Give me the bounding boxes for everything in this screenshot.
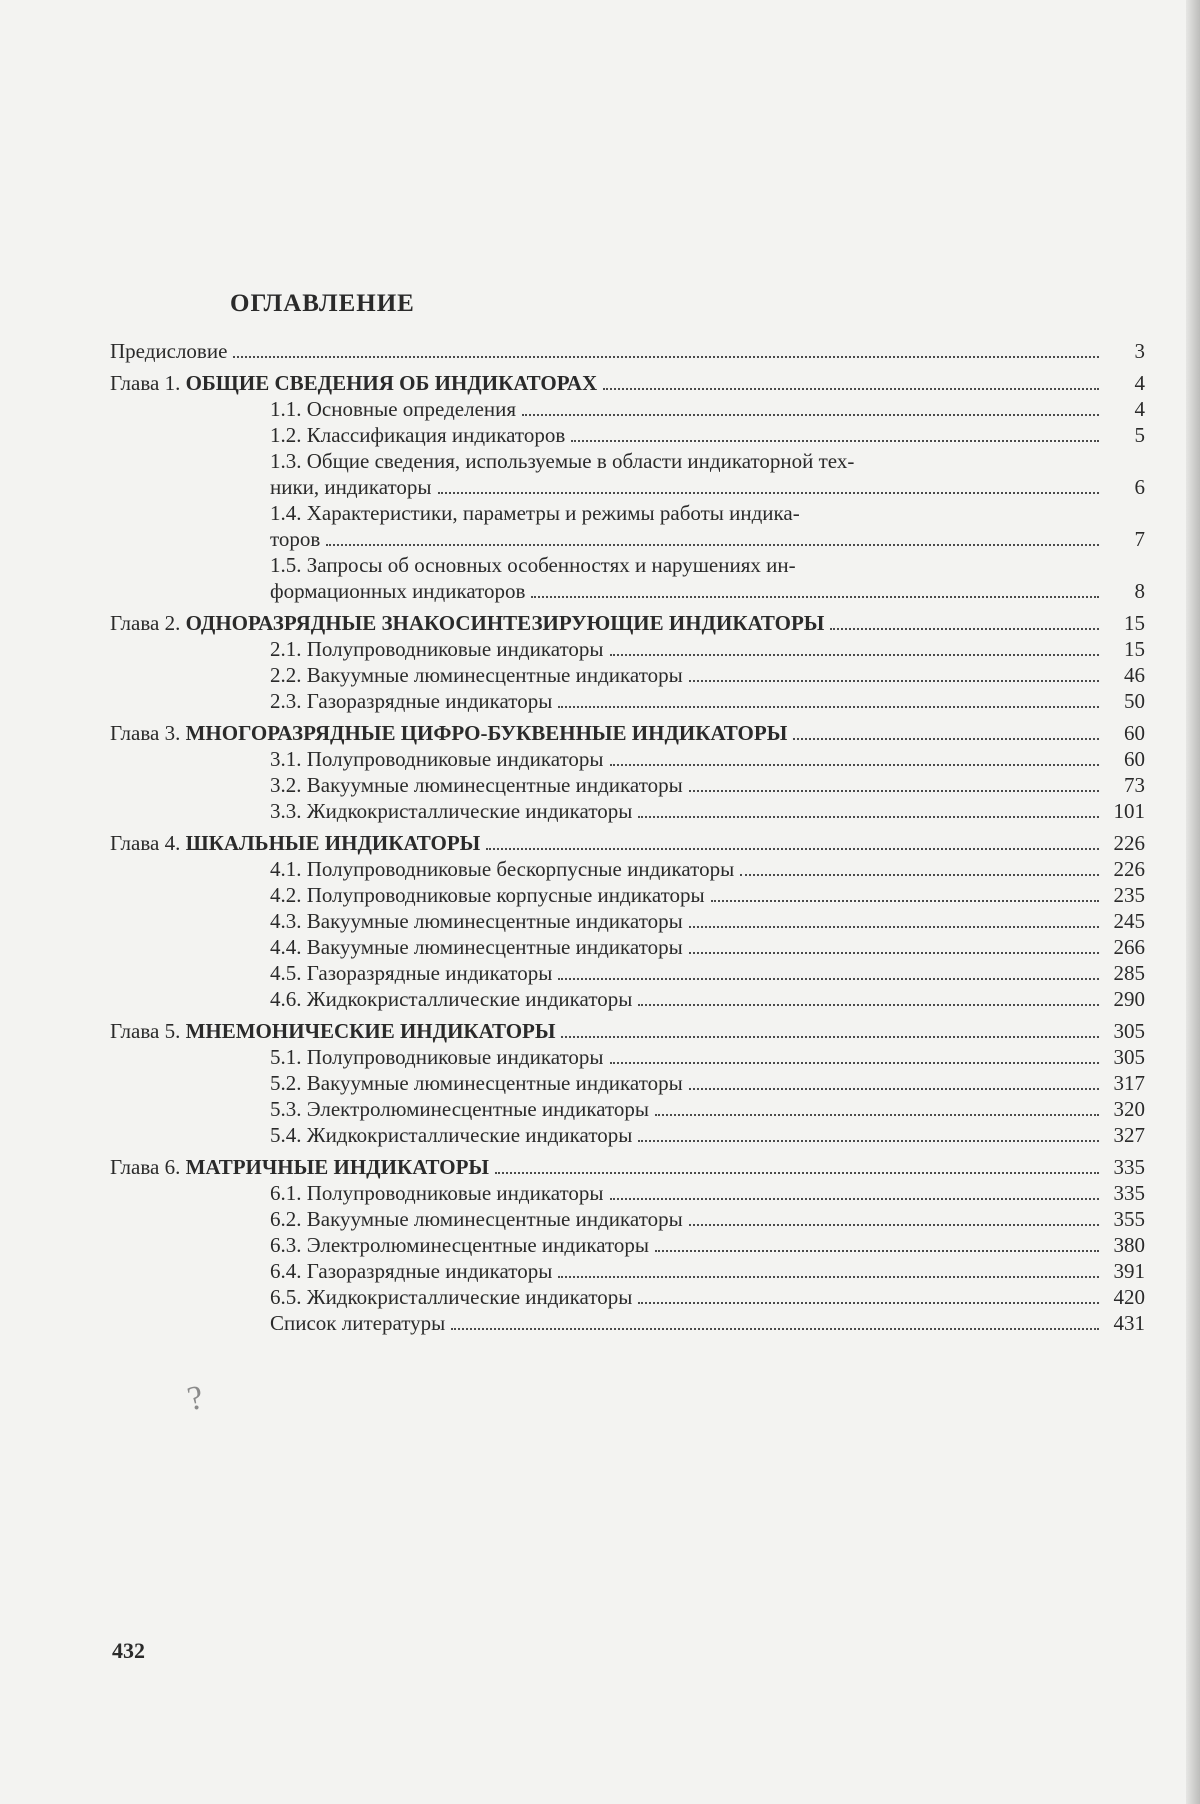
toc-section-label: ники, индикаторы bbox=[270, 475, 432, 499]
dot-leader bbox=[689, 926, 1099, 928]
toc-section bbox=[110, 1070, 1145, 1096]
toc-entry-page: 3 bbox=[1134, 339, 1145, 363]
pencil-mark: ? bbox=[184, 1378, 207, 1419]
dot-leader bbox=[233, 356, 1099, 358]
toc-chapter-prefix: Глава 1. bbox=[110, 371, 181, 395]
toc-section bbox=[110, 688, 1145, 714]
toc-chapter bbox=[110, 370, 1145, 396]
toc-section bbox=[110, 798, 1145, 824]
toc-section bbox=[110, 986, 1145, 1012]
toc-section-page: 245 bbox=[1113, 909, 1145, 933]
toc-chapter-title: МАТРИЧНЫЕ ИНДИКАТОРЫ bbox=[185, 1155, 490, 1179]
toc-section-label: 5.1. Полупроводниковые индикаторы bbox=[270, 1045, 604, 1069]
dot-leader bbox=[438, 492, 1100, 494]
dot-leader bbox=[830, 628, 1099, 630]
dot-leader bbox=[486, 848, 1099, 850]
toc-section-page: 317 bbox=[1113, 1071, 1145, 1095]
dot-leader bbox=[558, 1276, 1099, 1278]
toc-chapter-prefix: Глава 5. bbox=[110, 1019, 181, 1043]
toc-section-page: 8 bbox=[1134, 579, 1145, 603]
toc-section bbox=[110, 1122, 1145, 1148]
toc-section bbox=[110, 746, 1145, 772]
toc-section bbox=[110, 422, 1145, 448]
toc-section-label: 4.5. Газоразрядные индикаторы bbox=[270, 961, 553, 985]
toc-chapter-title: МНЕМОНИЧЕСКИЕ ИНДИКАТОРЫ bbox=[185, 1019, 556, 1043]
toc-section-label: 5.2. Вакуумные люминесцентные индикаторы bbox=[270, 1071, 683, 1095]
toc-section-label: 6.1. Полупроводниковые индикаторы bbox=[270, 1181, 604, 1205]
toc-section-label: 4.1. Полупроводниковые бескорпусные индикаторы bbox=[270, 857, 735, 881]
toc-chapter-label bbox=[110, 1154, 489, 1180]
toc-section-label: 6.5. Жидкокристаллические индикаторы bbox=[270, 1285, 633, 1309]
toc-chapter-page: 15 bbox=[1124, 611, 1145, 635]
toc-section bbox=[110, 1284, 1145, 1310]
dot-leader bbox=[558, 706, 1099, 708]
toc-section-page: 60 bbox=[1124, 747, 1145, 771]
toc-section bbox=[110, 1096, 1145, 1122]
toc-entry-label: Предисловие bbox=[110, 339, 228, 363]
toc-section bbox=[110, 500, 1145, 526]
toc-section-page: 226 bbox=[1113, 857, 1145, 881]
dot-leader bbox=[522, 414, 1099, 416]
toc-section bbox=[110, 1206, 1145, 1232]
toc-section-label: 3.1. Полупроводниковые индикаторы bbox=[270, 747, 604, 771]
toc-section-label: 1.1. Основные определения bbox=[270, 397, 517, 421]
dot-leader bbox=[689, 952, 1099, 954]
toc-section-page: 73 bbox=[1124, 773, 1145, 797]
toc-section-page: 285 bbox=[1113, 961, 1145, 985]
toc-chapter-label bbox=[110, 720, 787, 746]
toc-chapter bbox=[110, 830, 1145, 856]
toc-section-label: формационных индикаторов bbox=[270, 579, 526, 603]
toc-section-page: 6 bbox=[1134, 475, 1145, 499]
toc-section-label: 1.3. Общие сведения, используемые в области индикаторной тех- bbox=[270, 449, 855, 473]
toc-section-label: 4.6. Жидкокристаллические индикаторы bbox=[270, 987, 633, 1011]
dot-leader bbox=[610, 654, 1100, 656]
dot-leader bbox=[561, 1036, 1099, 1038]
dot-leader bbox=[655, 1250, 1099, 1252]
dot-leader bbox=[689, 1088, 1099, 1090]
toc-section-label: 6.3. Электролюминесцентные индикаторы bbox=[270, 1233, 650, 1257]
page-edge-shadow bbox=[1186, 0, 1200, 1804]
toc-section-page: 4 bbox=[1134, 397, 1145, 421]
toc-entry bbox=[110, 338, 1145, 364]
dot-leader bbox=[655, 1114, 1099, 1116]
dot-leader bbox=[711, 900, 1099, 902]
toc-section bbox=[110, 1258, 1145, 1284]
toc-section-page: 391 bbox=[1113, 1259, 1145, 1283]
toc-section-page: 7 bbox=[1134, 527, 1145, 551]
toc-section-label: 3.2. Вакуумные люминесцентные индикаторы bbox=[270, 773, 683, 797]
toc-section bbox=[110, 934, 1145, 960]
toc-chapter-page: 335 bbox=[1113, 1155, 1145, 1179]
dot-leader bbox=[495, 1172, 1099, 1174]
toc-chapter bbox=[110, 720, 1145, 746]
toc-section-label: 2.1. Полупроводниковые индикаторы bbox=[270, 637, 604, 661]
page-number: 432 bbox=[112, 1638, 145, 1663]
toc-section-label: 1.2. Классификация индикаторов bbox=[270, 423, 566, 447]
dot-leader bbox=[603, 388, 1099, 390]
dot-leader bbox=[793, 738, 1099, 740]
toc-chapter-label bbox=[110, 370, 597, 396]
toc-section-label: 2.2. Вакуумные люминесцентные индикаторы bbox=[270, 663, 683, 687]
toc-section-page: 101 bbox=[1113, 799, 1145, 823]
toc-section bbox=[110, 908, 1145, 934]
toc-section-page: 235 bbox=[1113, 883, 1145, 907]
dot-leader bbox=[740, 874, 1099, 876]
toc-section bbox=[110, 772, 1145, 798]
toc-section bbox=[110, 1232, 1145, 1258]
toc-section-label: 1.4. Характеристики, параметры и режимы работы индика- bbox=[270, 501, 800, 525]
toc-section-continuation bbox=[110, 526, 1145, 552]
toc-section-label: 6.4. Газоразрядные индикаторы bbox=[270, 1259, 553, 1283]
toc-section bbox=[110, 1180, 1145, 1206]
dot-leader bbox=[638, 1302, 1099, 1304]
toc-section bbox=[110, 1044, 1145, 1070]
toc-chapter-page: 226 bbox=[1113, 831, 1145, 855]
toc-section-page: 380 bbox=[1113, 1233, 1145, 1257]
dot-leader bbox=[689, 680, 1099, 682]
toc-chapter-page: 305 bbox=[1113, 1019, 1145, 1043]
toc-chapter-label bbox=[110, 830, 480, 856]
toc-section bbox=[110, 1310, 1145, 1336]
toc-chapter-page: 60 bbox=[1124, 721, 1145, 745]
toc-section-label: 4.4. Вакуумные люминесцентные индикаторы bbox=[270, 935, 683, 959]
toc-section-page: 355 bbox=[1113, 1207, 1145, 1231]
toc-chapter-title: ШКАЛЬНЫЕ ИНДИКАТОРЫ bbox=[185, 831, 481, 855]
toc-chapter-title: МНОГОРАЗРЯДНЫЕ ЦИФРО-БУКВЕННЫЕ ИНДИКАТОРЫ bbox=[185, 721, 788, 745]
toc-section bbox=[110, 882, 1145, 908]
toc-section bbox=[110, 552, 1145, 578]
toc-section-continuation bbox=[110, 578, 1145, 604]
dot-leader bbox=[689, 790, 1099, 792]
toc-section-page: 50 bbox=[1124, 689, 1145, 713]
dot-leader bbox=[558, 978, 1099, 980]
toc-chapter bbox=[110, 610, 1145, 636]
toc-chapter bbox=[110, 1154, 1145, 1180]
toc-section-continuation bbox=[110, 474, 1145, 500]
toc-section-page: 431 bbox=[1113, 1311, 1145, 1335]
dot-leader bbox=[638, 1004, 1099, 1006]
toc-section bbox=[110, 636, 1145, 662]
toc-chapter-prefix: Глава 4. bbox=[110, 831, 181, 855]
toc-section-label: Список литературы bbox=[270, 1311, 446, 1335]
dot-leader bbox=[638, 816, 1099, 818]
dot-leader bbox=[689, 1224, 1099, 1226]
toc-section-label: 5.3. Электролюминесцентные индикаторы bbox=[270, 1097, 650, 1121]
toc-section-page: 327 bbox=[1113, 1123, 1145, 1147]
toc-section-page: 46 bbox=[1124, 663, 1145, 687]
toc-section-label: 3.3. Жидкокристаллические индикаторы bbox=[270, 799, 633, 823]
toc-section-page: 420 bbox=[1113, 1285, 1145, 1309]
toc-section bbox=[110, 662, 1145, 688]
toc-section-page: 305 bbox=[1113, 1045, 1145, 1069]
toc-section-page: 266 bbox=[1113, 935, 1145, 959]
toc-chapter-prefix: Глава 3. bbox=[110, 721, 181, 745]
dot-leader bbox=[610, 764, 1100, 766]
toc-chapter-title: ОДНОРАЗРЯДНЫЕ ЗНАКОСИНТЕЗИРУЮЩИЕ ИНДИКАТОРЫ bbox=[185, 611, 825, 635]
dot-leader bbox=[451, 1328, 1099, 1330]
toc-section-page: 320 bbox=[1113, 1097, 1145, 1121]
toc-section bbox=[110, 396, 1145, 422]
toc-section-label: 6.2. Вакуумные люминесцентные индикаторы bbox=[270, 1207, 683, 1231]
toc-section-label: 4.2. Полупроводниковые корпусные индикаторы bbox=[270, 883, 705, 907]
toc-section bbox=[110, 960, 1145, 986]
dot-leader bbox=[610, 1062, 1100, 1064]
toc-section-page: 290 bbox=[1113, 987, 1145, 1011]
toc-section bbox=[110, 856, 1145, 882]
toc-section-label: 2.3. Газоразрядные индикаторы bbox=[270, 689, 553, 713]
toc-chapter bbox=[110, 1018, 1145, 1044]
toc-section-label: 1.5. Запросы об основных особенностях и нарушениях ин- bbox=[270, 553, 796, 577]
dot-leader bbox=[571, 440, 1099, 442]
toc-section-page: 15 bbox=[1124, 637, 1145, 661]
dot-leader bbox=[531, 596, 1099, 598]
dot-leader bbox=[638, 1140, 1099, 1142]
toc-chapter-label bbox=[110, 610, 824, 636]
toc-chapter-label bbox=[110, 1018, 555, 1044]
toc-chapter-title: ОБЩИЕ СВЕДЕНИЯ ОБ ИНДИКАТОРАХ bbox=[185, 371, 598, 395]
toc-section-label: торов bbox=[270, 527, 321, 551]
toc-section bbox=[110, 448, 1145, 474]
toc-chapter-prefix: Глава 2. bbox=[110, 611, 181, 635]
toc-section-page: 335 bbox=[1113, 1181, 1145, 1205]
toc-section-page: 5 bbox=[1134, 423, 1145, 447]
page-title: ОГЛАВЛЕНИЕ bbox=[230, 290, 415, 317]
toc-chapter-prefix: Глава 6. bbox=[110, 1155, 181, 1179]
toc-chapter-page: 4 bbox=[1134, 371, 1145, 395]
toc-section-label: 5.4. Жидкокристаллические индикаторы bbox=[270, 1123, 633, 1147]
table-of-contents bbox=[110, 338, 1145, 1336]
dot-leader bbox=[610, 1198, 1100, 1200]
toc-section-label: 4.3. Вакуумные люминесцентные индикаторы bbox=[270, 909, 683, 933]
dot-leader bbox=[326, 544, 1099, 546]
